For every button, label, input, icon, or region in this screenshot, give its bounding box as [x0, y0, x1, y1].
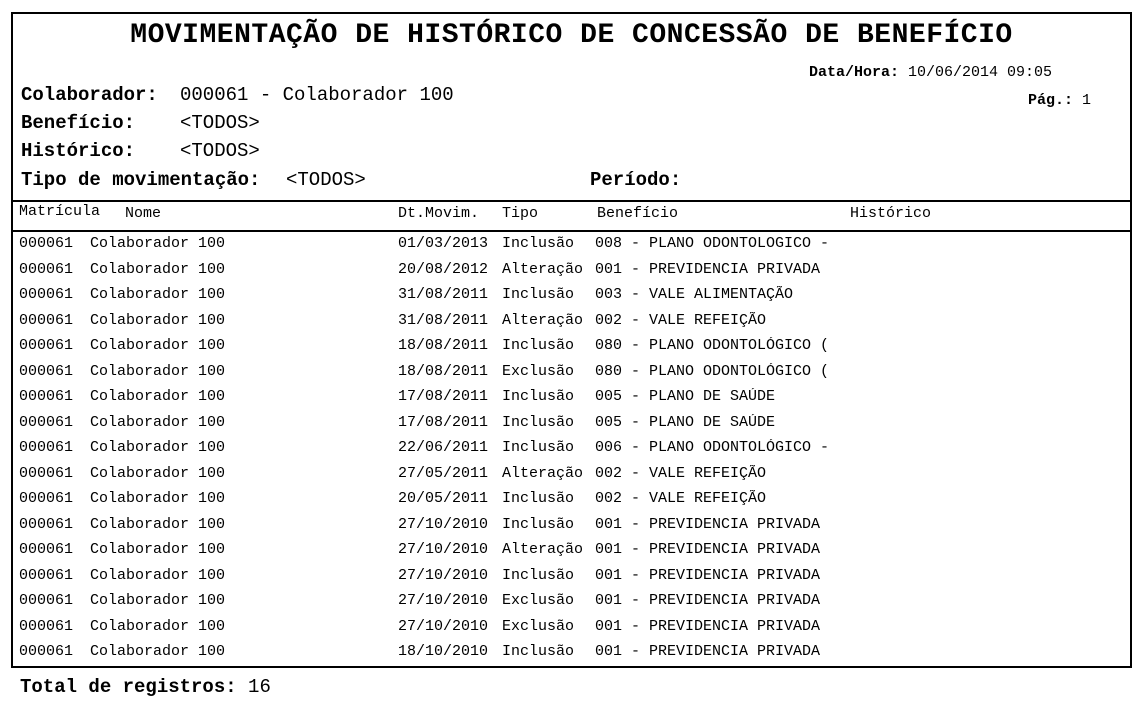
row-dt-movim: 17/08/2011: [398, 413, 489, 431]
col-head-matricula: Matrícula: [19, 203, 101, 220]
row-dt-movim: 18/10/2010: [398, 643, 489, 660]
row-beneficio: 080 - PLANO ODONTOLÓGICO (: [595, 362, 830, 380]
table-row: [13, 591, 1130, 617]
header-bottom-rule: [13, 230, 1130, 232]
row-nome: Colaborador 100: [90, 235, 226, 252]
filter-tipo-value: <TODOS>: [286, 169, 366, 191]
col-head-beneficio: Benefício: [597, 205, 679, 222]
report-title: MOVIMENTAÇÃO DE HISTÓRICO DE CONCESSÃO DE BENEFÍCIO: [130, 20, 1013, 51]
datetime-value: 10/06/2014 09:05: [908, 64, 1053, 81]
table-row: [13, 566, 1130, 592]
row-tipo: Inclusão: [502, 388, 575, 405]
filter-beneficio-value: <TODOS>: [180, 112, 260, 134]
row-tipo: Inclusão: [502, 413, 575, 431]
row-tipo: Inclusão: [502, 490, 575, 507]
col-head-tipo: Tipo: [502, 205, 539, 222]
row-matricula: 000061: [19, 515, 74, 533]
filter-colaborador-label: Colaborador:: [21, 84, 158, 106]
row-nome: Colaborador 100: [90, 541, 226, 558]
row-nome: Colaborador 100: [90, 413, 226, 431]
table-row: [13, 438, 1130, 464]
row-beneficio: 001 - PREVIDENCIA PRIVADA: [595, 617, 821, 635]
row-tipo: Inclusão: [502, 286, 575, 303]
row-tipo: Exclusão: [502, 617, 575, 635]
row-beneficio: 001 - PREVIDENCIA PRIVADA: [595, 566, 821, 584]
row-nome: Colaborador 100: [90, 362, 226, 380]
row-dt-movim: 18/08/2011: [398, 337, 489, 354]
row-matricula: 000061: [19, 439, 74, 456]
row-beneficio: 001 - PREVIDENCIA PRIVADA: [595, 515, 821, 533]
filter-historico-value: <TODOS>: [180, 140, 260, 162]
row-beneficio: 001 - PREVIDENCIA PRIVADA: [595, 592, 821, 609]
row-nome: Colaborador 100: [90, 439, 226, 456]
row-dt-movim: 27/10/2010: [398, 617, 489, 635]
row-tipo: Inclusão: [502, 643, 575, 660]
row-beneficio: 001 - PREVIDENCIA PRIVADA: [595, 260, 821, 278]
row-nome: Colaborador 100: [90, 592, 226, 609]
row-matricula: 000061: [19, 617, 74, 635]
total-value: 16: [248, 676, 271, 698]
row-tipo: Inclusão: [502, 337, 575, 354]
row-matricula: 000061: [19, 566, 74, 584]
row-tipo: Inclusão: [502, 439, 575, 456]
row-matricula: 000061: [19, 286, 74, 303]
page-label: Pág.:: [1028, 92, 1074, 109]
row-beneficio: 008 - PLANO ODONTOLOGICO -: [595, 235, 830, 252]
row-dt-movim: 27/10/2010: [398, 541, 489, 558]
row-matricula: 000061: [19, 337, 74, 354]
row-tipo: Exclusão: [502, 592, 575, 609]
report-datetime: [809, 64, 1052, 81]
table-row: [13, 413, 1130, 439]
row-matricula: 000061: [19, 362, 74, 380]
table-row: [13, 234, 1130, 260]
filter-historico-label: Histórico:: [21, 140, 136, 162]
row-beneficio: 002 - VALE REFEIÇÃO: [595, 464, 767, 482]
filter-colaborador-value: 000061 - Colaborador 100: [180, 84, 454, 106]
row-beneficio: 001 - PREVIDENCIA PRIVADA: [595, 541, 821, 558]
row-beneficio: 002 - VALE REFEIÇÃO: [595, 490, 767, 507]
row-dt-movim: 01/03/2013: [398, 235, 489, 252]
row-dt-movim: 27/10/2010: [398, 566, 489, 584]
row-dt-movim: 27/05/2011: [398, 464, 489, 482]
row-tipo: Alteração: [502, 260, 584, 278]
col-head-dt-movim: Dt.Movim.: [398, 205, 480, 222]
datetime-label: Data/Hora:: [809, 64, 900, 81]
table-row: [13, 515, 1130, 541]
table-row: [13, 464, 1130, 490]
table-row: [13, 285, 1130, 311]
row-dt-movim: 17/08/2011: [398, 388, 489, 405]
row-beneficio: 006 - PLANO ODONTOLÓGICO -: [595, 439, 830, 456]
filter-periodo-label: Período:: [590, 169, 682, 191]
row-tipo: Exclusão: [502, 362, 575, 380]
row-beneficio: 080 - PLANO ODONTOLÓGICO (: [595, 337, 830, 354]
row-matricula: 000061: [19, 235, 74, 252]
row-tipo: Alteração: [502, 464, 584, 482]
row-dt-movim: 20/08/2012: [398, 260, 489, 278]
page-value: 1: [1082, 92, 1092, 109]
row-nome: Colaborador 100: [90, 286, 226, 303]
filter-beneficio-label: Benefício:: [21, 112, 136, 134]
row-matricula: 000061: [19, 413, 74, 431]
filter-tipo-label: Tipo de movimentação:: [21, 169, 261, 191]
row-matricula: 000061: [19, 464, 74, 482]
row-nome: Colaborador 100: [90, 566, 226, 584]
row-nome: Colaborador 100: [90, 337, 226, 354]
row-dt-movim: 31/08/2011: [398, 311, 489, 329]
row-beneficio: 003 - VALE ALIMENTAÇÃO: [595, 286, 794, 303]
table-row: [13, 642, 1130, 668]
row-dt-movim: 27/10/2010: [398, 592, 489, 609]
row-beneficio: 002 - VALE REFEIÇÃO: [595, 311, 767, 329]
row-nome: Colaborador 100: [90, 643, 226, 660]
row-matricula: 000061: [19, 311, 74, 329]
row-matricula: 000061: [19, 260, 74, 278]
row-dt-movim: 20/05/2011: [398, 490, 489, 507]
header-top-rule: [13, 200, 1130, 202]
table-row: [13, 540, 1130, 566]
row-matricula: 000061: [19, 643, 74, 660]
row-nome: Colaborador 100: [90, 260, 226, 278]
row-matricula: 000061: [19, 541, 74, 558]
report-frame: [11, 12, 1132, 668]
row-beneficio: 005 - PLANO DE SAÚDE: [595, 388, 776, 405]
table-row: [13, 489, 1130, 515]
row-tipo: Alteração: [502, 541, 584, 558]
row-nome: Colaborador 100: [90, 515, 226, 533]
total-records: [20, 676, 271, 698]
row-nome: Colaborador 100: [90, 464, 226, 482]
row-matricula: 000061: [19, 592, 74, 609]
row-matricula: 000061: [19, 490, 74, 507]
table-row: [13, 362, 1130, 388]
table-row: [13, 387, 1130, 413]
col-head-historico: Histórico: [850, 205, 932, 222]
row-nome: Colaborador 100: [90, 388, 226, 405]
row-nome: Colaborador 100: [90, 617, 226, 635]
row-matricula: 000061: [19, 388, 74, 405]
data-rows: [13, 234, 1130, 668]
row-dt-movim: 27/10/2010: [398, 515, 489, 533]
row-beneficio: 005 - PLANO DE SAÚDE: [595, 413, 776, 431]
row-tipo: Inclusão: [502, 566, 575, 584]
row-dt-movim: 18/08/2011: [398, 362, 489, 380]
col-head-nome: Nome: [125, 205, 162, 222]
row-tipo: Alteração: [502, 311, 584, 329]
row-nome: Colaborador 100: [90, 490, 226, 507]
row-tipo: Inclusão: [502, 515, 575, 533]
row-dt-movim: 22/06/2011: [398, 439, 489, 456]
row-nome: Colaborador 100: [90, 311, 226, 329]
row-dt-movim: 31/08/2011: [398, 286, 489, 303]
table-row: [13, 311, 1130, 337]
table-row: [13, 336, 1130, 362]
row-beneficio: 001 - PREVIDENCIA PRIVADA: [595, 643, 821, 660]
page-number: [1028, 92, 1091, 109]
total-label: Total de registros:: [20, 676, 237, 698]
table-row: [13, 260, 1130, 286]
table-row: [13, 617, 1130, 643]
row-tipo: Inclusão: [502, 235, 575, 252]
